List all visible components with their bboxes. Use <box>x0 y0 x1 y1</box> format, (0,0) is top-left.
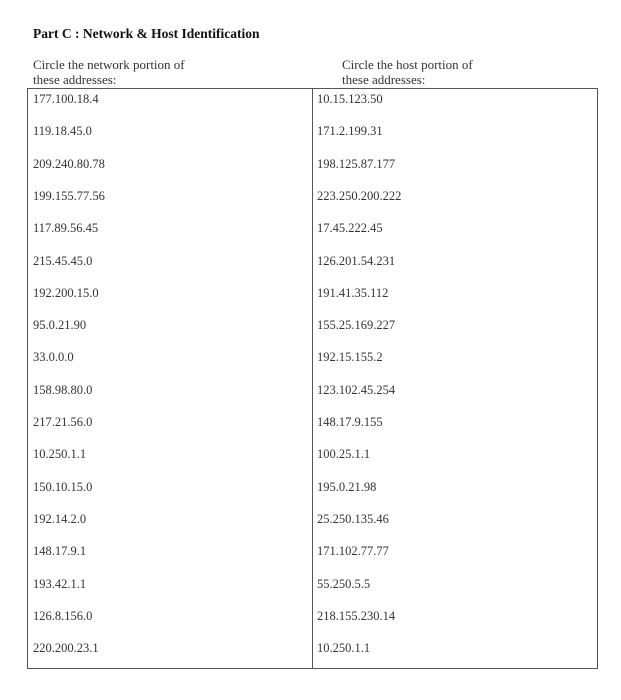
host-address-cell: 195.0.21.98 <box>317 479 377 494</box>
network-address-cell: 220.200.23.1 <box>33 641 99 656</box>
host-address-cell: 17.45.222.45 <box>317 221 383 236</box>
host-address-cell: 223.250.200.222 <box>317 188 402 203</box>
host-column-header: Circle the host portion of these addresses: <box>342 57 473 87</box>
host-address-cell: 148.17.9.155 <box>317 415 383 429</box>
network-address-cell: 10.250.1.1 <box>33 447 87 462</box>
host-address-cell: 171.102.77.77 <box>317 544 389 559</box>
host-address-cell: 100.25.1.1 <box>317 447 371 462</box>
host-address-cell: 123.102.45.254 <box>317 382 396 397</box>
network-address-cell: 95.0.21.90 <box>33 318 87 333</box>
network-address-cell: 215.45.45.0 <box>33 253 93 268</box>
network-address-cell: 117.89.56.45 <box>33 221 99 236</box>
host-address-cell: 198.125.87.177 <box>317 156 396 171</box>
network-address-cell: 148.17.9.1 <box>33 544 87 559</box>
host-address-cell: 10.15.123.50 <box>317 92 383 106</box>
host-address-cell: 55.250.5.5 <box>317 576 371 591</box>
network-address-cell: 217.21.56.0 <box>33 415 93 429</box>
network-address-cell: 126.8.156.0 <box>33 608 93 623</box>
network-address-cell: 209.240.80.78 <box>33 156 105 171</box>
host-address-cell: 192.15.155.2 <box>317 350 383 365</box>
host-address-cell: 10.250.1.1 <box>317 641 371 656</box>
network-address-cell: 192.14.2.0 <box>33 511 87 526</box>
network-address-cell: 192.200.15.0 <box>33 285 99 300</box>
network-address-cell: 119.18.45.0 <box>33 124 92 139</box>
page-title: Part C : Network & Host Identification <box>33 26 260 41</box>
network-address-cell: 193.42.1.1 <box>33 576 87 591</box>
network-address-cell: 158.98.80.0 <box>33 382 93 397</box>
column-divider <box>312 89 313 668</box>
host-address-cell: 25.250.135.46 <box>317 511 389 526</box>
network-address-cell: 150.10.15.0 <box>33 479 93 494</box>
network-address-cell: 33.0.0.0 <box>33 350 74 365</box>
host-address-cell: 218.155.230.14 <box>317 608 396 623</box>
host-address-cell: 171.2.199.31 <box>317 124 383 139</box>
network-column-header: Circle the network portion of these addresses: <box>33 57 185 87</box>
network-address-cell: 177.100.18.4 <box>33 92 99 106</box>
host-address-cell: 155.25.169.227 <box>317 318 396 333</box>
network-address-cell: 199.155.77.56 <box>33 188 105 203</box>
host-address-cell: 191.41.35.112 <box>317 285 389 300</box>
address-table <box>27 88 598 669</box>
host-address-cell: 126.201.54.231 <box>317 253 396 268</box>
